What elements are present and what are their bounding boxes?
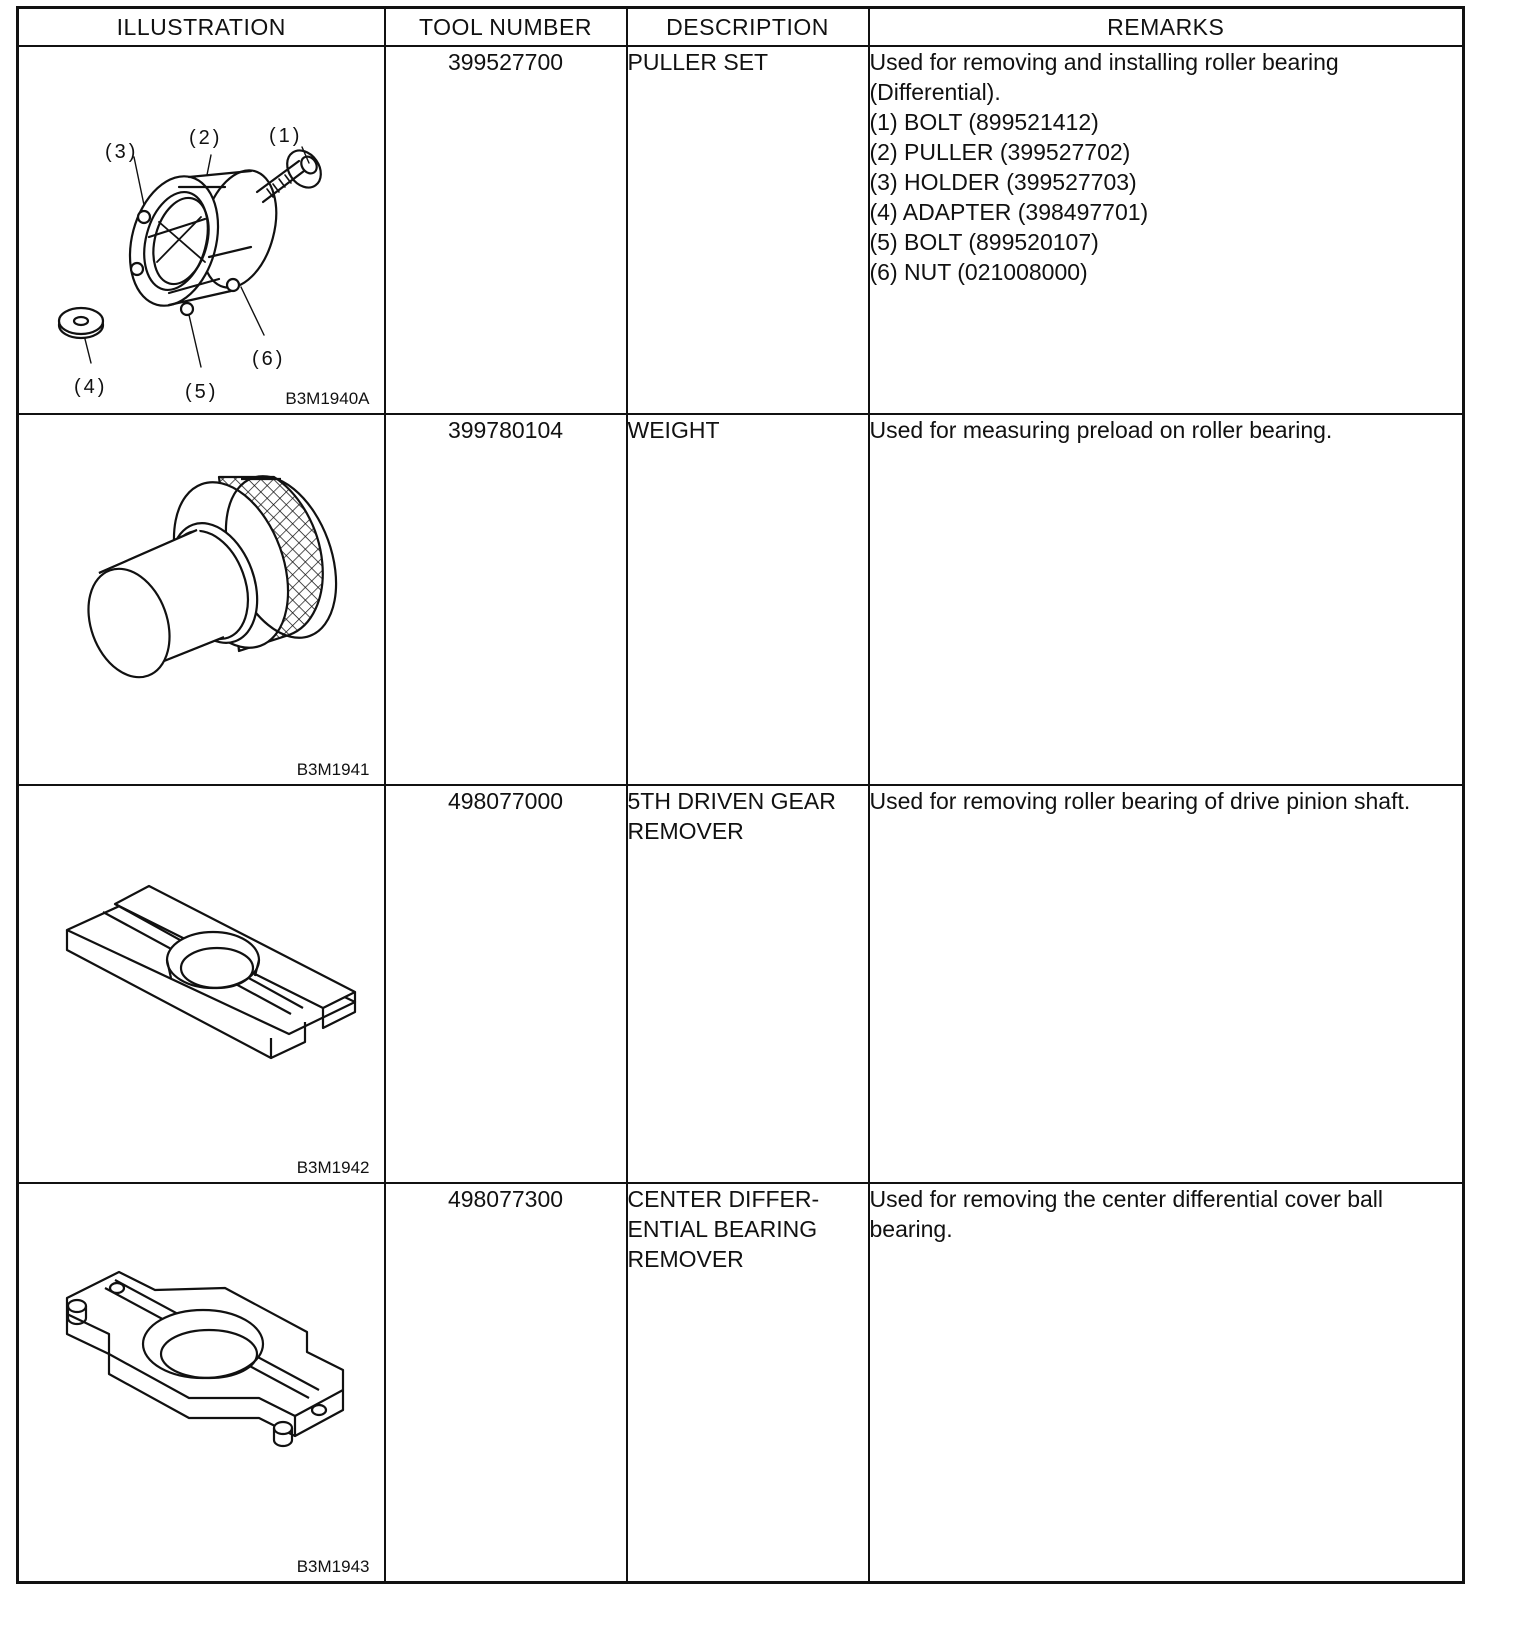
remark-line: (6) NUT (021008000) bbox=[869, 259, 1088, 285]
callout-6: (6) bbox=[252, 348, 286, 370]
header-illustration: ILLUSTRATION bbox=[18, 8, 385, 47]
remark-line: Used for measuring preload on roller bearing. bbox=[869, 417, 1333, 443]
table-row bbox=[18, 785, 1464, 1183]
remark-line: Used for removing and installing roller bearing bbox=[869, 49, 1339, 75]
header-description: DESCRIPTION bbox=[627, 8, 869, 47]
description: 5TH DRIVEN GEAR REMOVER bbox=[627, 785, 869, 1183]
header-remarks: REMARKS bbox=[869, 8, 1464, 47]
remark-line: Used for removing roller bearing of drive pinion shaft. bbox=[869, 788, 1411, 814]
tool-number: 399527700 bbox=[385, 46, 627, 414]
remark-line: (3) HOLDER (399527703) bbox=[869, 169, 1137, 195]
remarks bbox=[869, 414, 1464, 785]
remark-line: (2) PULLER (399527702) bbox=[869, 139, 1131, 165]
illustration-code: B3M1940A bbox=[285, 389, 370, 408]
illustration-code: B3M1942 bbox=[296, 1158, 370, 1177]
illustration-cell bbox=[18, 414, 385, 785]
remark-line: Used for removing the center differential cover ball bearing. bbox=[869, 1186, 1384, 1242]
callout-3: (3) bbox=[105, 141, 139, 163]
callout-1: (1) bbox=[269, 125, 303, 147]
remarks bbox=[869, 785, 1464, 1183]
header-tool-number: TOOL NUMBER bbox=[385, 8, 627, 47]
illustration-cell bbox=[18, 785, 385, 1183]
bearing-remover-icon bbox=[19, 1184, 384, 1581]
table-row bbox=[18, 1183, 1464, 1583]
header-row bbox=[18, 8, 1464, 47]
special-tools-table bbox=[16, 6, 1465, 1584]
tool-number: 399780104 bbox=[385, 414, 627, 785]
remark-line: (Differential). bbox=[869, 79, 1001, 105]
description: CENTER DIFFER- ENTIAL BEARING REMOVER bbox=[627, 1183, 869, 1583]
illustration-cell bbox=[18, 46, 385, 414]
illustration-code: B3M1943 bbox=[296, 1557, 370, 1576]
description: PULLER SET bbox=[627, 46, 869, 414]
puller-set-icon bbox=[19, 47, 384, 413]
table-row bbox=[18, 46, 1464, 414]
illustration-code: B3M1941 bbox=[296, 760, 370, 779]
description: WEIGHT bbox=[627, 414, 869, 785]
table-row bbox=[18, 414, 1464, 785]
callout-2: (2) bbox=[189, 127, 223, 149]
remark-line: (4) ADAPTER (398497701) bbox=[869, 199, 1149, 225]
tool-number: 498077000 bbox=[385, 785, 627, 1183]
driven-gear-remover-icon bbox=[19, 786, 384, 1182]
remark-line: (5) BOLT (899520107) bbox=[869, 229, 1099, 255]
remark-line: (1) BOLT (899521412) bbox=[869, 109, 1099, 135]
tool-number: 498077300 bbox=[385, 1183, 627, 1583]
callout-4: (4) bbox=[74, 376, 108, 398]
remarks bbox=[869, 1183, 1464, 1583]
remarks bbox=[869, 46, 1464, 414]
illustration-cell bbox=[18, 1183, 385, 1583]
weight-icon bbox=[19, 415, 384, 784]
callout-5: (5) bbox=[185, 381, 219, 403]
